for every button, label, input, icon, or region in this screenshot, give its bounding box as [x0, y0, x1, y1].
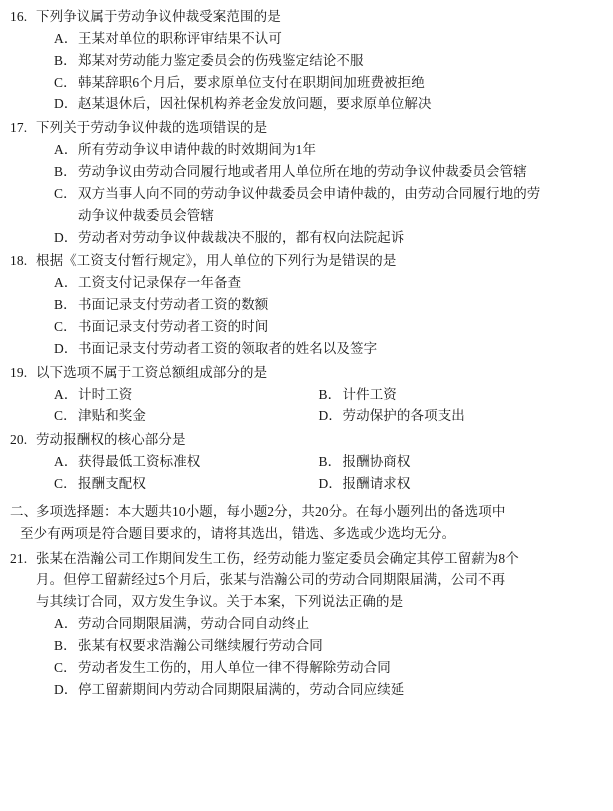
option-text: 津贴和奖金: [78, 408, 146, 424]
section-heading: [10, 501, 591, 545]
option-label: B．: [54, 52, 77, 68]
option-a[interactable]: [10, 613, 591, 635]
option-label: C．: [54, 185, 77, 201]
option-text: 报酬协商权: [342, 454, 411, 470]
question-text: 下列关于劳动争议仲裁的选项错误的是: [36, 120, 268, 136]
question-number: 19.: [10, 364, 28, 380]
question-17: [10, 117, 591, 248]
option-b[interactable]: [10, 294, 591, 316]
question-number: 18.: [10, 253, 28, 269]
option-text: 劳动保护的各项支出: [342, 408, 465, 424]
option-d[interactable]: [10, 338, 591, 360]
option-label: C．: [54, 476, 77, 492]
option-text: [78, 183, 591, 227]
option-label: D．: [54, 681, 78, 697]
question-text: 以下选项不属于工资总额组成部分的是: [36, 364, 268, 380]
option-label: C．: [54, 319, 77, 335]
option-d[interactable]: [10, 93, 591, 115]
question-number: 21.: [10, 550, 28, 566]
option-d[interactable]: [301, 405, 592, 427]
option-row: [10, 473, 591, 495]
option-label: A．: [54, 30, 78, 46]
option-text: 计件工资: [342, 386, 397, 402]
option-text: 获得最低工资标准权: [78, 454, 201, 470]
question-text-line2: 月。但停工留薪经过5个月后，张某与浩瀚公司的劳动合同期限届满，公司不再: [36, 572, 506, 588]
option-text: 张某有权要求浩瀚公司继续履行劳动合同: [78, 638, 323, 654]
option-label: D．: [54, 229, 78, 245]
option-list: [10, 139, 591, 248]
option-text: 所有劳动争议申请仲裁的时效期间为1年: [78, 142, 317, 158]
option-label: C．: [54, 74, 77, 90]
option-text: 赵某退休后，因社保机构养老金发放问题，要求原单位解决: [78, 96, 432, 112]
option-label: B．: [54, 638, 77, 654]
option-list: [10, 613, 591, 700]
option-label: B．: [54, 297, 77, 313]
option-label: A．: [54, 275, 78, 291]
option-label: A．: [54, 616, 78, 632]
option-text: 报酬支配权: [78, 476, 146, 492]
option-label: D．: [318, 476, 342, 492]
question-number: 17.: [10, 120, 28, 136]
option-text: 工资支付记录保存一年备查: [78, 275, 242, 291]
option-list: [10, 451, 591, 495]
question-stem: [10, 429, 591, 451]
option-text-line2: 动争议仲裁委员会管辖: [78, 207, 214, 223]
option-text: 劳动者对劳动争议仲裁裁决不服的，都有权向法院起诉: [78, 229, 405, 245]
option-c[interactable]: [10, 473, 301, 495]
question-text-line1: 张某在浩瀚公司工作期间发生工伤，经劳动能力鉴定委员会确定其停工留薪为8个: [36, 550, 519, 566]
option-c[interactable]: [10, 405, 301, 427]
option-text: 书面记录支付劳动者工资的时间: [78, 319, 269, 335]
option-label: A．: [54, 142, 78, 158]
option-list: [10, 272, 591, 359]
option-a[interactable]: [10, 451, 301, 473]
question-text: 劳动报酬权的核心部分是: [36, 432, 186, 448]
question-text: 根据《工资支付暂行规定》，用人单位的下列行为是错误的是: [36, 253, 397, 269]
option-d[interactable]: [10, 227, 591, 249]
question-stem: [10, 6, 591, 28]
option-text: 劳动合同期限届满，劳动合同自动终止: [78, 616, 310, 632]
option-b[interactable]: [10, 50, 591, 72]
option-c[interactable]: [10, 183, 591, 227]
question-stem: [10, 250, 591, 272]
option-text: 书面记录支付劳动者工资的数额: [78, 297, 269, 313]
option-a[interactable]: [10, 139, 591, 161]
section-instruction-line1: 多项选择题：本大题共10小题，每小题2分，共20分。在每小题列出的备选项中: [36, 503, 506, 519]
question-18: [10, 250, 591, 359]
option-text: 计时工资: [78, 386, 133, 402]
option-label: D．: [318, 408, 342, 424]
question-text-line3: 与其续订合同，双方发生争议。关于本案，下列说法正确的是: [36, 594, 404, 610]
option-a[interactable]: [10, 272, 591, 294]
option-label: A．: [54, 454, 78, 470]
question-20: [10, 429, 591, 495]
option-a[interactable]: [10, 384, 301, 406]
option-b[interactable]: [301, 451, 592, 473]
option-b[interactable]: [10, 161, 591, 183]
option-text: 书面记录支付劳动者工资的领取者的姓名以及签字: [78, 340, 378, 356]
option-c[interactable]: [10, 657, 591, 679]
option-text: 劳动争议由劳动合同履行地或者用人单位所在地的劳动争议仲裁委员会管辖: [78, 164, 527, 180]
option-text-line1: 双方当事人向不同的劳动争议仲裁委员会申请仲裁的，由劳动合同履行地的劳: [78, 185, 541, 201]
option-text: 劳动者发生工伤的，用人单位一律不得解除劳动合同: [78, 659, 391, 675]
option-label: C．: [54, 408, 77, 424]
option-label: B．: [318, 386, 342, 402]
option-b[interactable]: [301, 384, 592, 406]
option-d[interactable]: [301, 473, 592, 495]
question-number: 20.: [10, 432, 28, 448]
option-text: 郑某对劳动能力鉴定委员会的伤残鉴定结论不服: [78, 52, 364, 68]
option-row: [10, 405, 591, 427]
option-label: A．: [54, 386, 78, 402]
option-d[interactable]: [10, 679, 591, 701]
option-label: C．: [54, 659, 77, 675]
option-row: [10, 384, 591, 406]
question-19: [10, 362, 591, 428]
option-text: 报酬请求权: [342, 476, 411, 492]
option-label: D．: [54, 96, 78, 112]
question-stem: [10, 548, 591, 570]
question-number: 16.: [10, 9, 28, 24]
section-instruction-line2: 至少有两项是符合题目要求的，请将其选出，错选、多选或少选均无分。: [20, 525, 456, 541]
section-number: 二、: [10, 503, 38, 519]
option-text: 韩某辞职6个月后，要求原单位支付在职期间加班费被拒绝: [78, 74, 425, 90]
question-text: 下列争议属于劳动争议仲裁受案范围的是: [36, 9, 281, 24]
option-row: [10, 451, 591, 473]
question-16: [10, 6, 591, 115]
option-c[interactable]: [10, 316, 591, 338]
option-label: D．: [54, 340, 78, 356]
option-label: B．: [54, 164, 77, 180]
option-c[interactable]: [10, 72, 591, 94]
question-21: [10, 548, 591, 701]
option-list: [10, 384, 591, 428]
question-stem: [10, 362, 591, 384]
option-list: [10, 28, 591, 115]
question-stem: [10, 117, 591, 139]
option-text: 停工留薪期间内劳动合同期限届满的，劳动合同应续延: [78, 681, 405, 697]
option-label: B．: [318, 454, 342, 470]
option-a[interactable]: [10, 28, 591, 50]
option-text: 王某对单位的职称评审结果不认可: [78, 30, 282, 46]
option-b[interactable]: [10, 635, 591, 657]
